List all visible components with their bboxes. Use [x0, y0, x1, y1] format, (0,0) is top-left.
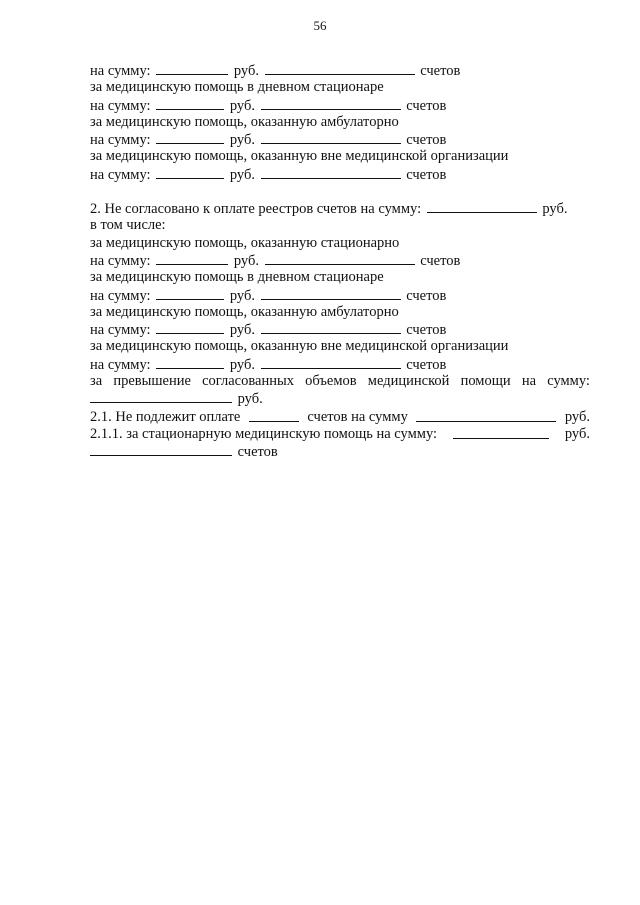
excess-word: на	[521, 373, 537, 390]
category-inpatient: за медицинскую помощь, оказанную стационарно	[90, 234, 400, 251]
total-amount-blank[interactable]	[427, 200, 537, 213]
category-outside: за медицинскую помощь, оказанную вне медицинской организации	[90, 148, 509, 165]
amount-line	[90, 62, 590, 79]
excess-amount-blank[interactable]	[90, 390, 232, 403]
rub-label: руб.	[564, 425, 590, 442]
section-2-1-1-count-line	[90, 443, 590, 460]
spacer	[90, 183, 590, 200]
count-blank[interactable]	[261, 287, 401, 300]
rub-label: руб.	[229, 97, 255, 114]
excess-word: согласованных	[202, 373, 294, 390]
page-number: 56	[313, 18, 327, 33]
rub-label: руб.	[233, 63, 259, 79]
category-day-hospital: за медицинскую помощь в дневном стационаре	[90, 269, 384, 286]
amount-label: на сумму:	[90, 322, 151, 339]
amount-line	[90, 252, 590, 269]
amount-line	[90, 131, 590, 148]
invoices-label: счетов	[420, 252, 461, 269]
section-2-1-middle: счетов на сумму	[307, 408, 408, 425]
count-blank[interactable]	[265, 252, 415, 265]
amount-blank[interactable]	[156, 287, 224, 300]
excess-word: помощи	[460, 373, 511, 390]
category-outside: за медицинскую помощь, оказанную вне медицинской организации	[90, 338, 509, 355]
amount-label: на сумму:	[90, 97, 151, 114]
amount-label: на сумму:	[90, 252, 151, 269]
invoices-label: счетов	[406, 287, 447, 304]
rub-label: руб.	[229, 166, 255, 183]
invoices-label: счетов	[237, 444, 278, 461]
amount-line	[90, 287, 590, 304]
section-2-1-1-line	[90, 426, 590, 443]
category-ambulatory: за медицинскую помощь, оказанную амбулаторно	[90, 113, 399, 130]
count-blank[interactable]	[265, 62, 415, 75]
rub-label: руб.	[542, 201, 568, 218]
form-body	[90, 62, 590, 461]
invoices-label: счетов	[406, 132, 447, 149]
excess-word: медицинской	[367, 373, 450, 390]
section-2-heading-line	[90, 200, 590, 217]
excess-word: превышение	[113, 373, 191, 390]
invoice-count-blank[interactable]	[249, 409, 299, 422]
invoices-label: счетов	[406, 322, 447, 339]
amount-blank[interactable]	[156, 252, 228, 265]
section-2-1-prefix: 2.1. Не подлежит оплате	[90, 408, 241, 425]
amount-line	[90, 356, 590, 373]
amount-label: на сумму:	[90, 63, 151, 79]
count-blank[interactable]	[261, 166, 401, 179]
including-label: в том числе:	[90, 217, 166, 234]
amount-line	[90, 97, 590, 114]
amount-line	[90, 166, 590, 183]
section-2-heading: 2. Не согласовано к оплате реестров счетов на сумму:	[90, 201, 422, 218]
amount-line	[90, 321, 590, 338]
invoice-count-blank[interactable]	[90, 443, 232, 456]
amount-blank[interactable]	[156, 131, 224, 144]
amount-label: на сумму:	[90, 356, 151, 373]
invoices-label: счетов	[406, 166, 447, 183]
amount-blank[interactable]	[156, 62, 228, 75]
excess-word: сумму:	[547, 373, 590, 390]
count-blank[interactable]	[261, 131, 401, 144]
invoices-label: счетов	[420, 63, 461, 79]
rub-label: руб.	[237, 391, 263, 408]
category-day-hospital: за медицинскую помощь в дневном стационаре	[90, 79, 384, 96]
section-2-1-1-text: 2.1.1. за стационарную медицинскую помощь на сумму:	[90, 425, 438, 442]
amount-label: на сумму:	[90, 132, 151, 149]
excess-word: объемов	[305, 373, 357, 390]
amount-blank[interactable]	[453, 426, 549, 439]
count-blank[interactable]	[261, 97, 401, 110]
amount-label: на сумму:	[90, 287, 151, 304]
amount-blank[interactable]	[156, 321, 224, 334]
excess-word: за	[90, 373, 103, 390]
excess-amount-line	[90, 390, 590, 407]
rub-label: руб.	[233, 252, 259, 269]
invoices-label: счетов	[406, 97, 447, 114]
amount-blank[interactable]	[156, 166, 224, 179]
rub-label: руб.	[564, 408, 590, 425]
category-ambulatory: за медицинскую помощь, оказанную амбулаторно	[90, 303, 399, 320]
invoices-label: счетов	[406, 356, 447, 373]
amount-label: на сумму:	[90, 166, 151, 183]
amount-blank[interactable]	[416, 409, 556, 422]
excess-volume-line	[90, 373, 590, 390]
rub-label: руб.	[229, 287, 255, 304]
count-blank[interactable]	[261, 356, 401, 369]
rub-label: руб.	[229, 356, 255, 373]
rub-label: руб.	[229, 132, 255, 149]
rub-label: руб.	[229, 322, 255, 339]
amount-blank[interactable]	[156, 97, 224, 110]
section-2-1-line	[90, 409, 590, 426]
amount-blank[interactable]	[156, 356, 224, 369]
count-blank[interactable]	[261, 321, 401, 334]
